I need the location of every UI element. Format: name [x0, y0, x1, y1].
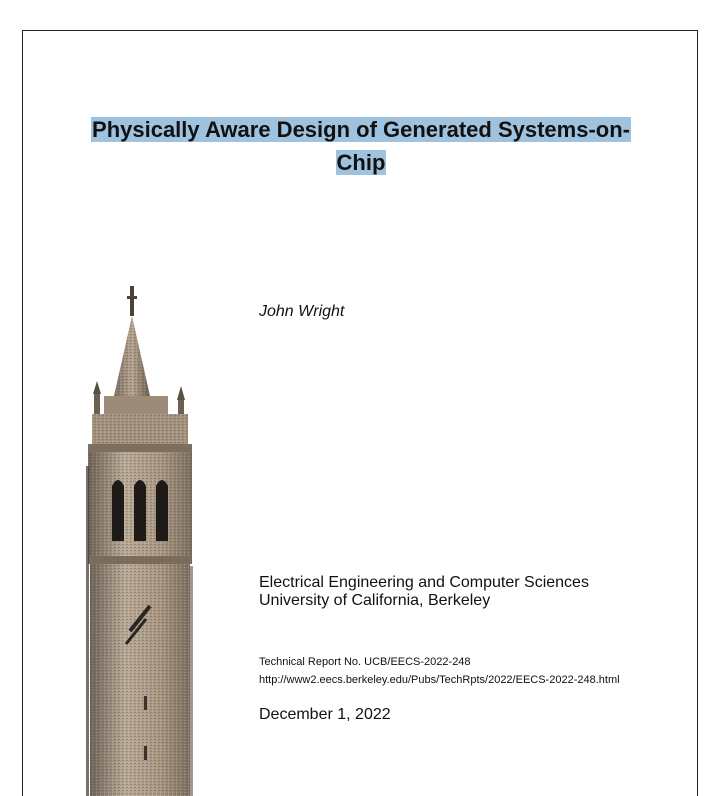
report-date: December 1, 2022: [259, 706, 391, 723]
document-page: [22, 30, 698, 796]
document-title: [23, 113, 699, 179]
author-name: John Wright: [259, 303, 345, 320]
report-number: Technical Report No. UCB/EECS-2022-248: [259, 656, 471, 668]
report-url: http://www2.eecs.berkeley.edu/Pubs/TechRpts/2022/EECS-2022-248.html: [259, 674, 620, 686]
sather-tower-image: [78, 286, 208, 796]
department-name: Electrical Engineering and Computer Sciences: [259, 574, 589, 591]
title-line-1: Physically Aware Design of Generated Systems-on-: [92, 117, 630, 142]
university-name: University of California, Berkeley: [259, 592, 491, 609]
report-info: [259, 653, 620, 689]
affiliation: [259, 574, 589, 610]
title-line-2: Chip: [336, 150, 386, 175]
